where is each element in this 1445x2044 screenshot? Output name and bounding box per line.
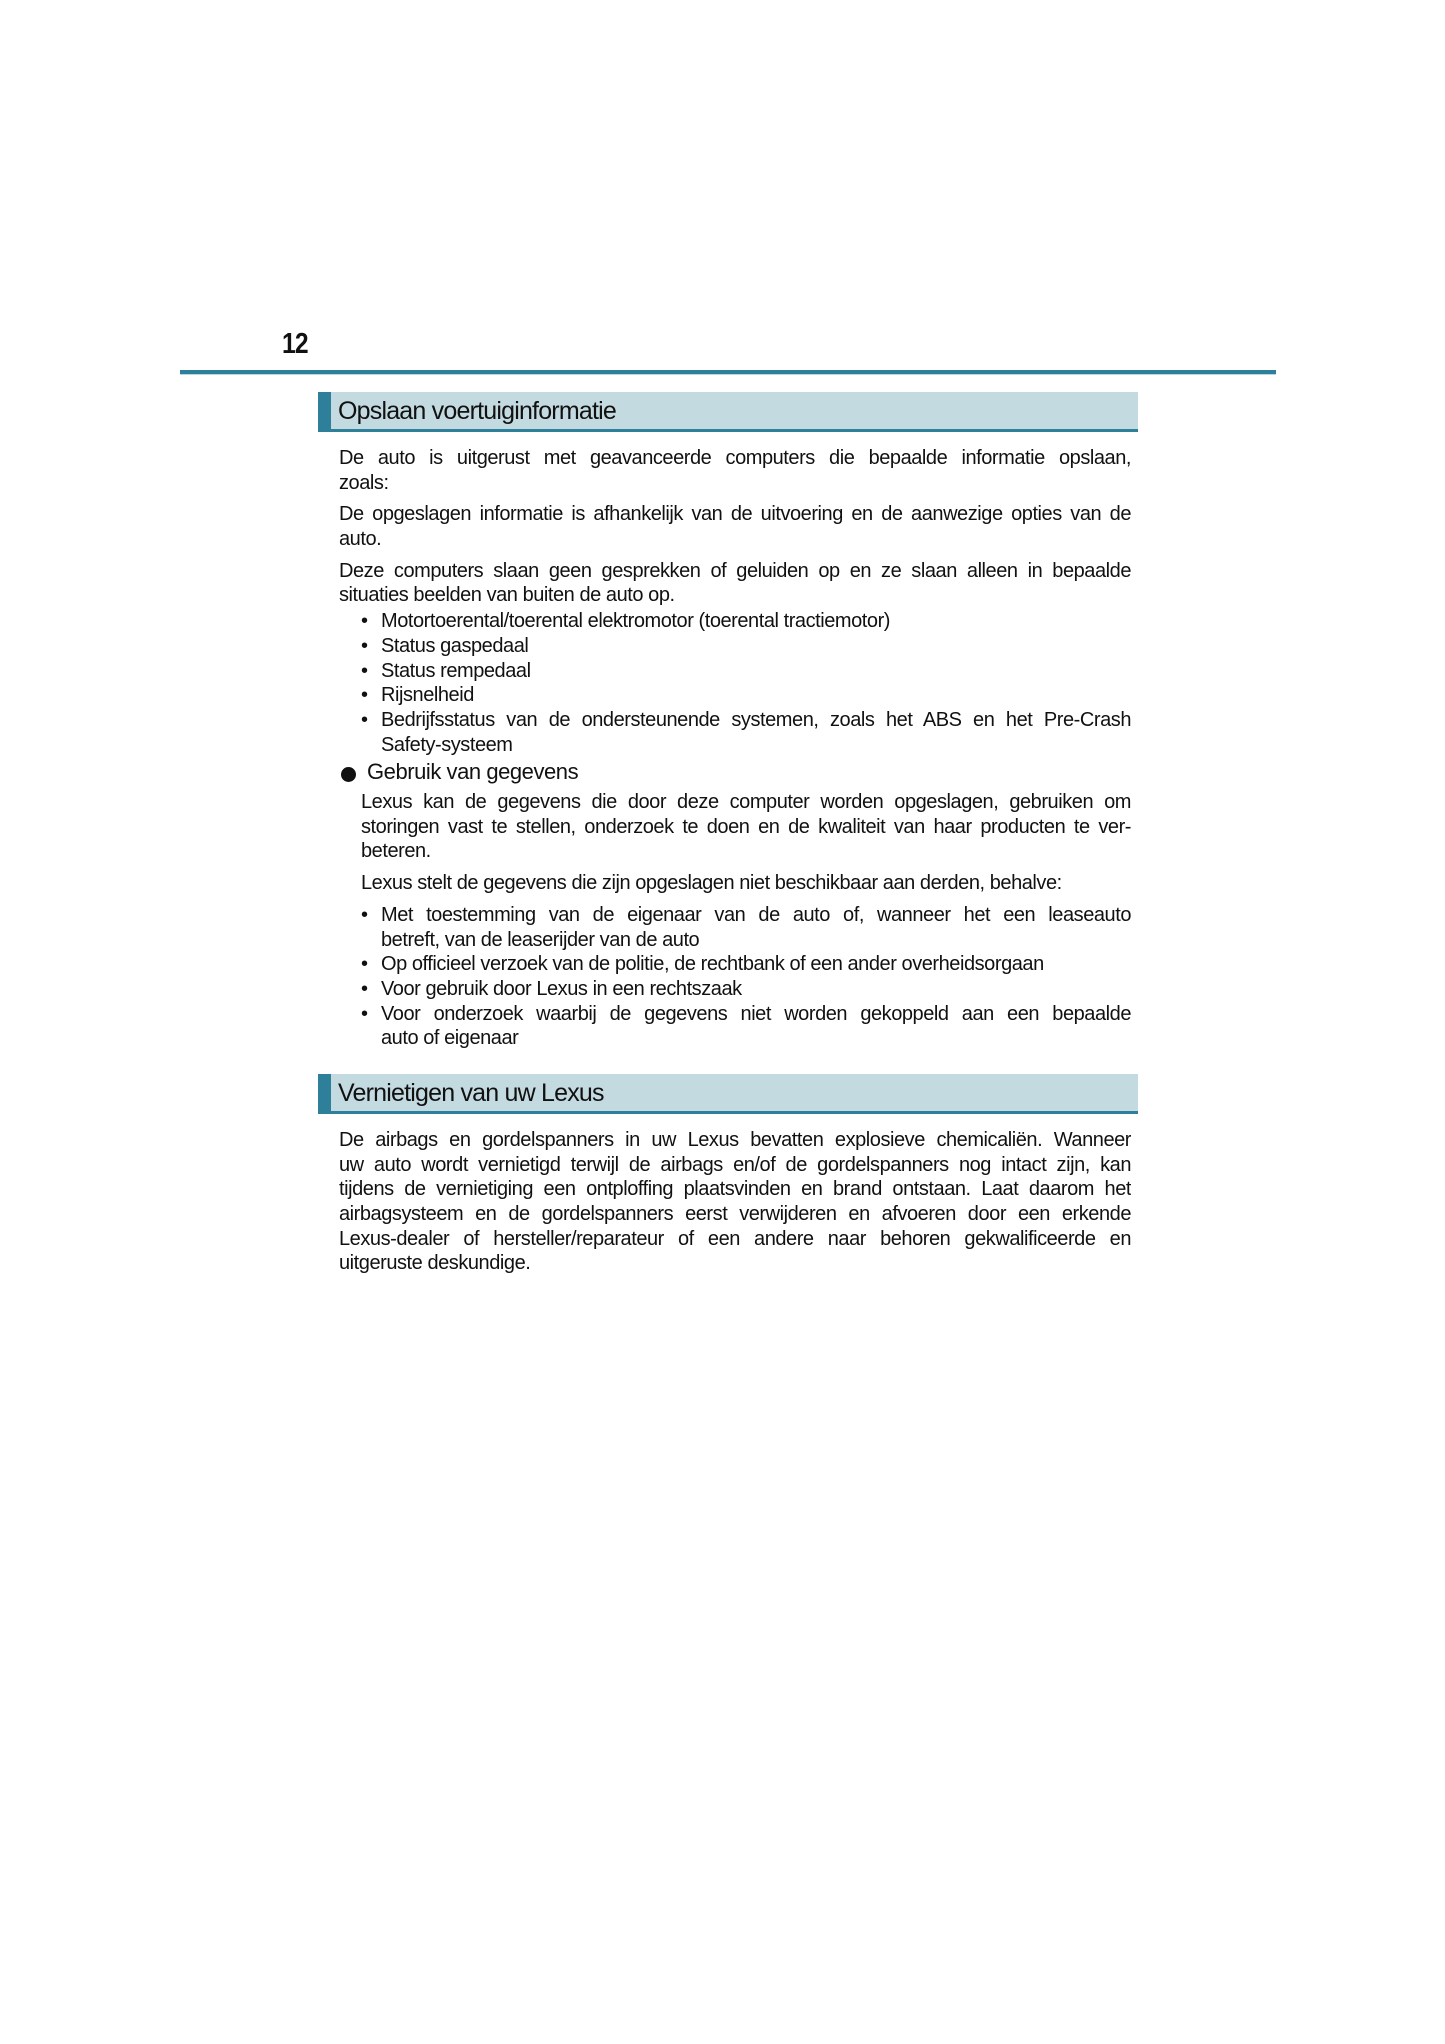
filled-circle-icon: [341, 767, 356, 782]
paragraph: [339, 446, 1131, 495]
text-line: De airbags en gordelspanners in uw Lexus bevatten explosieve chemicaliën. Wanneer: [339, 1129, 1131, 1151]
list-item: [339, 952, 1131, 977]
text-line: airbagsysteem en de gordelspanners eerst verwijderen en afvoeren door een erkende: [339, 1203, 1131, 1226]
section-heading-opslaan: [318, 392, 1138, 432]
paragraph: [339, 559, 1131, 608]
bullet-icon: •: [361, 1002, 368, 1025]
text-line: Voor onderzoek waarbij de gegevens niet worden gekoppeld aan een bepaalde: [381, 1002, 1131, 1025]
text-line: uitgeruste deskundige.: [339, 1252, 531, 1275]
paragraph: [361, 871, 1131, 896]
paragraph: [361, 790, 1131, 864]
bullet-icon: •: [361, 708, 368, 731]
bullet-icon: •: [361, 610, 368, 633]
text-line: Status rempedaal: [381, 659, 531, 682]
text-line: De opgeslagen informatie is afhankelijk van de uitvoering en de aanwezige opties van de: [339, 503, 1131, 526]
text-line: Op officieel verzoek van de politie, de rechtbank of een ander overheidsorgaan: [381, 953, 1044, 976]
subsection-title: [339, 760, 1131, 785]
text-line: storingen vast te stellen, onderzoek te doen en de kwaliteit van haar producten te ver-: [361, 815, 1131, 838]
text-line: auto.: [339, 528, 382, 551]
text-line: Status gaspedaal: [381, 634, 529, 657]
text-line: situaties beelden van buiten de auto op.: [339, 584, 675, 607]
text-line: Met toestemming van de eigenaar van de auto of, wanneer het een leaseauto: [381, 903, 1131, 926]
header-rule: [180, 370, 1276, 374]
text-line: De auto is uitgerust met geavanceerde computers die bepaalde informatie opslaan,: [339, 447, 1131, 469]
text-line: beteren.: [361, 840, 431, 863]
section-title: Opslaan voertuiginformatie: [338, 397, 616, 425]
heading-accent-bar: [318, 392, 331, 432]
text-line: Voor gebruik door Lexus in een rechtszaak: [381, 977, 742, 1000]
paragraph: [339, 502, 1131, 551]
text-line: auto of eigenaar: [381, 1027, 519, 1050]
list-item: [339, 609, 1131, 634]
subsection-label: Gebruik van gegevens: [367, 759, 579, 785]
page-number: 12: [282, 328, 308, 360]
bullet-icon: •: [361, 684, 368, 707]
text-line: Motortoerental/toerental elektromotor (toerental tractiemotor): [381, 610, 891, 633]
section-body-opslaan: [339, 446, 1131, 1051]
text-line: Lexus-dealer of hersteller/reparateur of een andere naar behoren gekwalificeerde en: [339, 1227, 1131, 1250]
list-item: [339, 634, 1131, 659]
text-line: Lexus kan de gegevens die door deze computer worden opgeslagen, gebruiken om: [361, 791, 1131, 814]
bullet-icon: •: [361, 903, 368, 926]
bullet-icon: •: [361, 634, 368, 657]
section-title: Vernietigen van uw Lexus: [338, 1079, 604, 1107]
bullet-icon: •: [361, 977, 368, 1000]
list-item: [339, 683, 1131, 708]
text-line: Bedrijfsstatus van de ondersteunende systemen, zoals het ABS en het Pre-Crash: [381, 708, 1131, 731]
section-heading-vernietigen: [318, 1074, 1138, 1114]
paragraph: [339, 1128, 1131, 1276]
list-item: [339, 659, 1131, 684]
text-line: Rijsnelheid: [381, 684, 474, 707]
text-line: zoals:: [339, 471, 389, 494]
text-line: tijdens de vernietiging een ontploffing plaatsvinden en brand ontstaan. Laat daarom het: [339, 1178, 1131, 1201]
list-item: [339, 1002, 1131, 1051]
list-item: [339, 903, 1131, 952]
text-line: betreft, van de leaserijder van de auto: [381, 928, 700, 951]
list-item: [339, 708, 1131, 757]
text-line: Safety-systeem: [381, 733, 513, 756]
text-line: Deze computers slaan geen gesprekken of geluiden op en ze slaan alleen in bepaalde: [339, 559, 1131, 582]
bullet-icon: •: [361, 953, 368, 976]
list-item: [339, 977, 1131, 1002]
section-body-vernietigen: [339, 1128, 1131, 1283]
heading-accent-bar: [318, 1074, 331, 1114]
text-line: uw auto wordt vernietigd terwijl de airbags en/of de gordelspanners nog intact zijn, kan: [339, 1153, 1131, 1176]
bullet-icon: •: [361, 659, 368, 682]
text-line: Lexus stelt de gegevens die zijn opgeslagen niet beschikbaar aan derden, behalve:: [361, 872, 1062, 895]
